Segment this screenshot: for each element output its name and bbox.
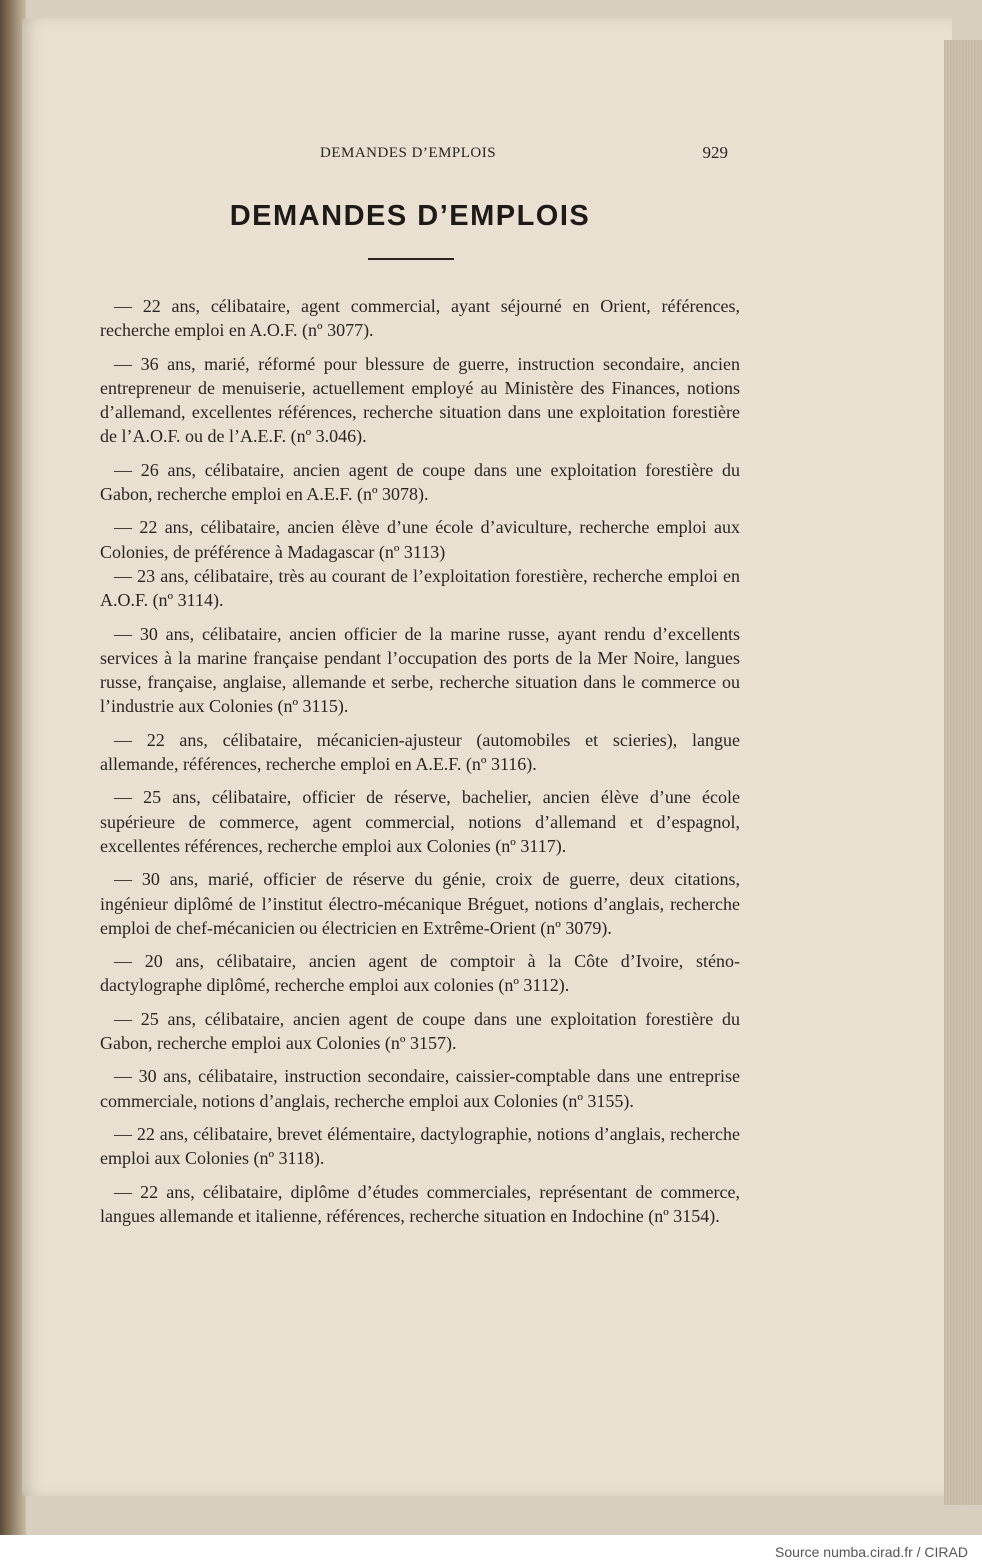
job-request-entry: — 22 ans, célibataire, brevet élémentaire, dactylographie, notions d’anglais, recherche emploi aux Colonies (nº 3118). — [100, 1123, 740, 1169]
job-request-entry: — 26 ans, célibataire, ancien agent de coupe dans une exploitation forestière du Gabon, recherche emploi en A.E.F. (nº 3078). — [100, 459, 740, 505]
source-credit: Source numba.cirad.fr / CIRAD — [775, 1544, 968, 1560]
page-edges — [944, 40, 982, 1505]
job-request-entry: — 30 ans, célibataire, instruction secondaire, caissier-comptable dans une entreprise commerciale, notions d’anglais, recherche emploi aux Colonies (nº 3155). — [100, 1066, 740, 1111]
job-request-entry: — 20 ans, célibataire, ancien agent de comptoir à la Côte d’Ivoire, sténo-dactylographe diplômé, recherche emploi aux colonies (nº 3112). — [100, 951, 740, 996]
title-underline — [368, 258, 454, 260]
job-request-entry: — 36 ans, marié, réformé pour blessure de guerre, instruction secondaire, ancien entrepreneur de menuiserie, actuellement employé au Ministère des Finances, notions d’allemand, excellentes références, recherche situation dans une exploitation forestière de l’A.O.F. ou de l’A.E.F. (nº 3.046). — [100, 353, 740, 447]
page-number: 929 — [702, 143, 728, 162]
job-request-entry: — 25 ans, célibataire, ancien agent de coupe dans une exploitation forestière du Gabon, recherche emploi aux Colonies (nº 3157). — [100, 1008, 740, 1054]
job-request-entry: — 22 ans, célibataire, diplôme d’études commerciales, représentant de commerce, langues allemande et italienne, références, recherche situation en Indochine (nº 3154). — [100, 1181, 740, 1226]
job-request-entry: — 30 ans, marié, officier de réserve du génie, croix de guerre, deux citations, ingénieur diplômé de l’institut électro-mécanique Bréguet, notions d’anglais, recherche emploi de chef-mécanicien ou électricien en Extrême-Orient (nº 3079). — [100, 869, 740, 938]
running-title: DEMANDES D’EMPLOIS — [320, 145, 497, 161]
job-request-entry: — 22 ans, célibataire, mécanicien-ajusteur (automobiles et scieries), langue allemande, références, recherche emploi en A.E.F. (nº 3116). — [100, 729, 740, 775]
job-request-entry: — 22 ans, célibataire, ancien élève d’une école d’aviculture, recherche emploi aux Colonies, de préférence à Madagascar (nº 3113) — [100, 517, 740, 562]
job-request-entry: — 25 ans, célibataire, officier de réserve, bachelier, ancien élève d’une école supérieure de commerce, agent commercial, notions d’allemand et d’espagnol, excellentes références, recherche emploi aux Colonies (nº 3117). — [100, 787, 740, 856]
job-request-entry: — 22 ans, célibataire, agent commercial, ayant séjourné en Orient, références, recherche emploi en A.O.F. (nº 3077). — [100, 296, 740, 341]
page-header — [300, 143, 730, 167]
job-request-entry: — 23 ans, célibataire, très au courant de l’exploitation forestière, recherche emploi en A.O.F. (nº 3114). — [100, 565, 740, 611]
job-request-entry: — 30 ans, célibataire, ancien officier de la marine russe, ayant rendu d’excellents services à la marine française pendant l’occupation des ports de la Mer Noire, langues russe, française, anglaise, allemande et serbe, recherche situation dans le commerce ou l’industrie aux Colonies (nº 3115). — [100, 623, 740, 717]
page-title: DEMANDES D’EMPLOIS — [229, 200, 591, 232]
job-request-list — [100, 294, 740, 1237]
